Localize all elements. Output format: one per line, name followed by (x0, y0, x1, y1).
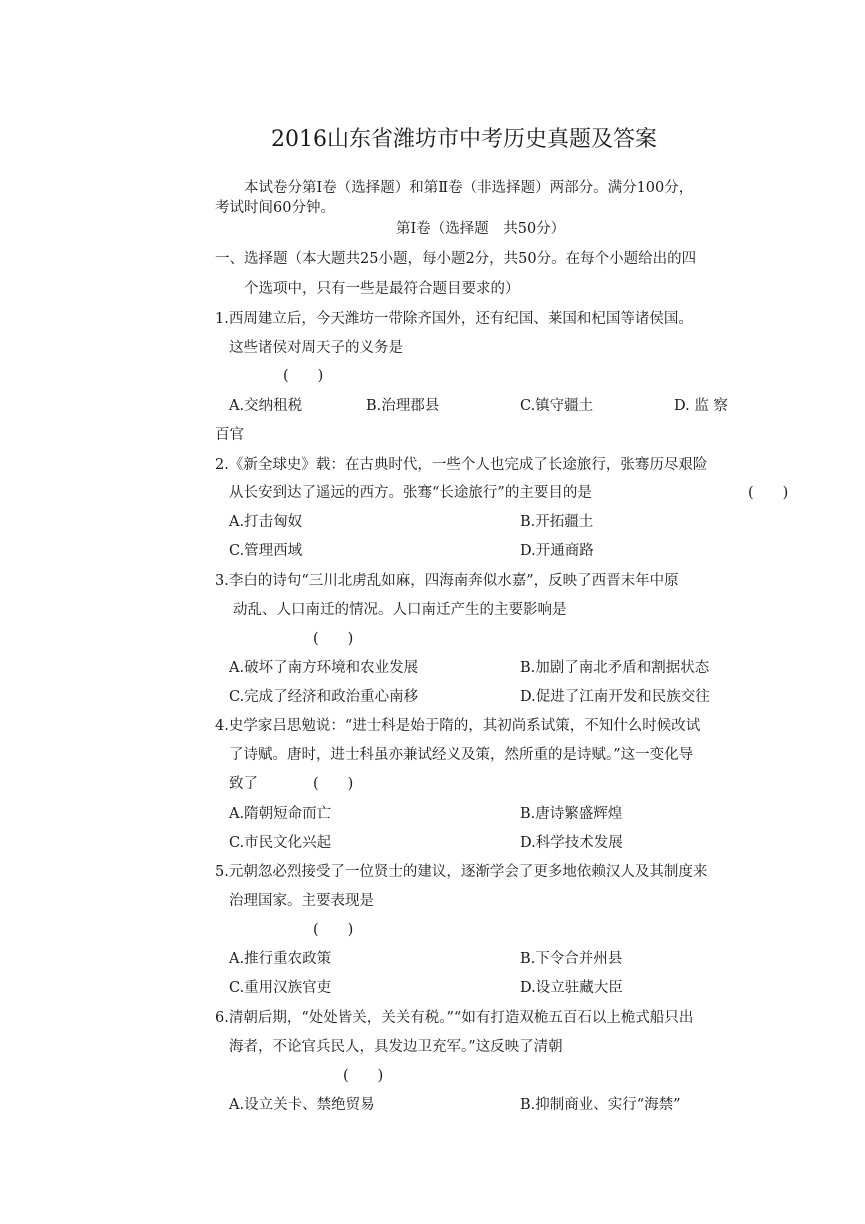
option-a: A.破坏了南方环境和农业发展 (229, 660, 419, 676)
option-b: B.加剧了南北矛盾和割据状态 (520, 660, 710, 676)
option-b: B.治理郡县 (366, 398, 440, 414)
answer-blank: ( ) (343, 1068, 384, 1084)
answer-blank: ( ) (748, 485, 789, 501)
question-stem: 了诗赋。唐时，进士科虽亦兼试经义及策，然所重的是诗赋。”这一变化导 (229, 747, 694, 763)
option-c: C.重用汉族官吏 (229, 980, 332, 996)
option-a: A.打击匈奴 (229, 514, 303, 530)
intro-line: 考试时间60分钟。 (215, 200, 335, 216)
option-d: D.促进了江南开发和民族交往 (520, 689, 710, 705)
option-c: C.市民文化兴起 (229, 835, 332, 851)
option-a: A.设立关卡、禁绝贸易 (229, 1097, 375, 1113)
option-d: D.科学技术发展 (520, 835, 623, 851)
question-stem: 3.李白的诗句“三川北虏乱如麻，四海南奔似水嘉”，反映了西晋末年中原 (215, 573, 679, 589)
answer-blank: ( ) (313, 631, 354, 647)
option-b: B.唐诗繁盛辉煌 (520, 806, 623, 822)
question-stem: 1.西周建立后，今天潍坊一带除齐国外，还有纪国、莱国和杞国等诸侯国。 (215, 311, 693, 327)
question-stem: 5.元朝忽必烈接受了一位贤士的建议，逐渐学会了更多地依赖汉人及其制度来 (215, 864, 708, 880)
option-a: A.交纳租税 (229, 398, 303, 414)
question-stem: 这些诸侯对周天子的义务是 (229, 340, 403, 356)
intro-line: 本试卷分第Ⅰ卷（选择题）和第Ⅱ卷（非选择题）两部分。满分100分， (244, 180, 694, 196)
question-stem: 2.《新全球史》载：在古典时代，一些个人也完成了长途旅行，张骞历尽艰险 (215, 457, 708, 473)
section-heading: 第Ⅰ卷（选择题 共50分） (396, 221, 566, 237)
page-title: 2016山东省潍坊市中考历史真题及答案 (271, 127, 657, 152)
option-a: A.隋朝短命而亡 (229, 806, 332, 822)
part-instructions: 个选项中，只有一些是最符合题目要求的） (244, 281, 520, 297)
answer-blank: ( ) (283, 368, 324, 384)
part-instructions: 一、选择题（本大题共25小题，每小题2分，共50分。在每个小题给出的四 (215, 251, 697, 267)
question-stem: 致了 (229, 776, 258, 792)
question-stem: 从长安到达了遥远的西方。张骞“长途旅行”的主要目的是 (229, 485, 592, 501)
option-c: C.镇守疆土 (520, 398, 594, 414)
option-d: D. 监 察 (674, 398, 728, 414)
question-stem: 4.史学家吕思勉说：“进士科是始于隋的，其初尚系试策，不知什么时候改试 (215, 718, 701, 734)
answer-blank: ( ) (313, 776, 354, 792)
option-b: B.开拓疆土 (520, 514, 594, 530)
question-stem: 海者，不论官兵民人，具发边卫充军。”这反映了清朝 (229, 1039, 563, 1055)
answer-blank: ( ) (313, 922, 354, 938)
option-c: C.管理西域 (229, 543, 303, 559)
question-stem: 6.清朝后期，“处处皆关，关关有税。”“如有打造双桅五百石以上桅式船只出 (215, 1010, 694, 1026)
question-stem: 动乱、人口南迁的情况。人口南迁产生的主要影响是 (233, 602, 567, 618)
option-a: A.推行重农政策 (229, 951, 332, 967)
option-b: B.下令合并州县 (520, 951, 623, 967)
question-stem: 治理国家。主要表现是 (229, 893, 374, 909)
option-c: C.完成了经济和政治重心南移 (229, 689, 419, 705)
option-b: B.抑制商业、实行“海禁” (520, 1097, 681, 1113)
option-d: D.设立驻藏大臣 (520, 980, 623, 996)
option-d-continued: 百官 (215, 427, 244, 443)
option-d: D.开通商路 (520, 543, 594, 559)
